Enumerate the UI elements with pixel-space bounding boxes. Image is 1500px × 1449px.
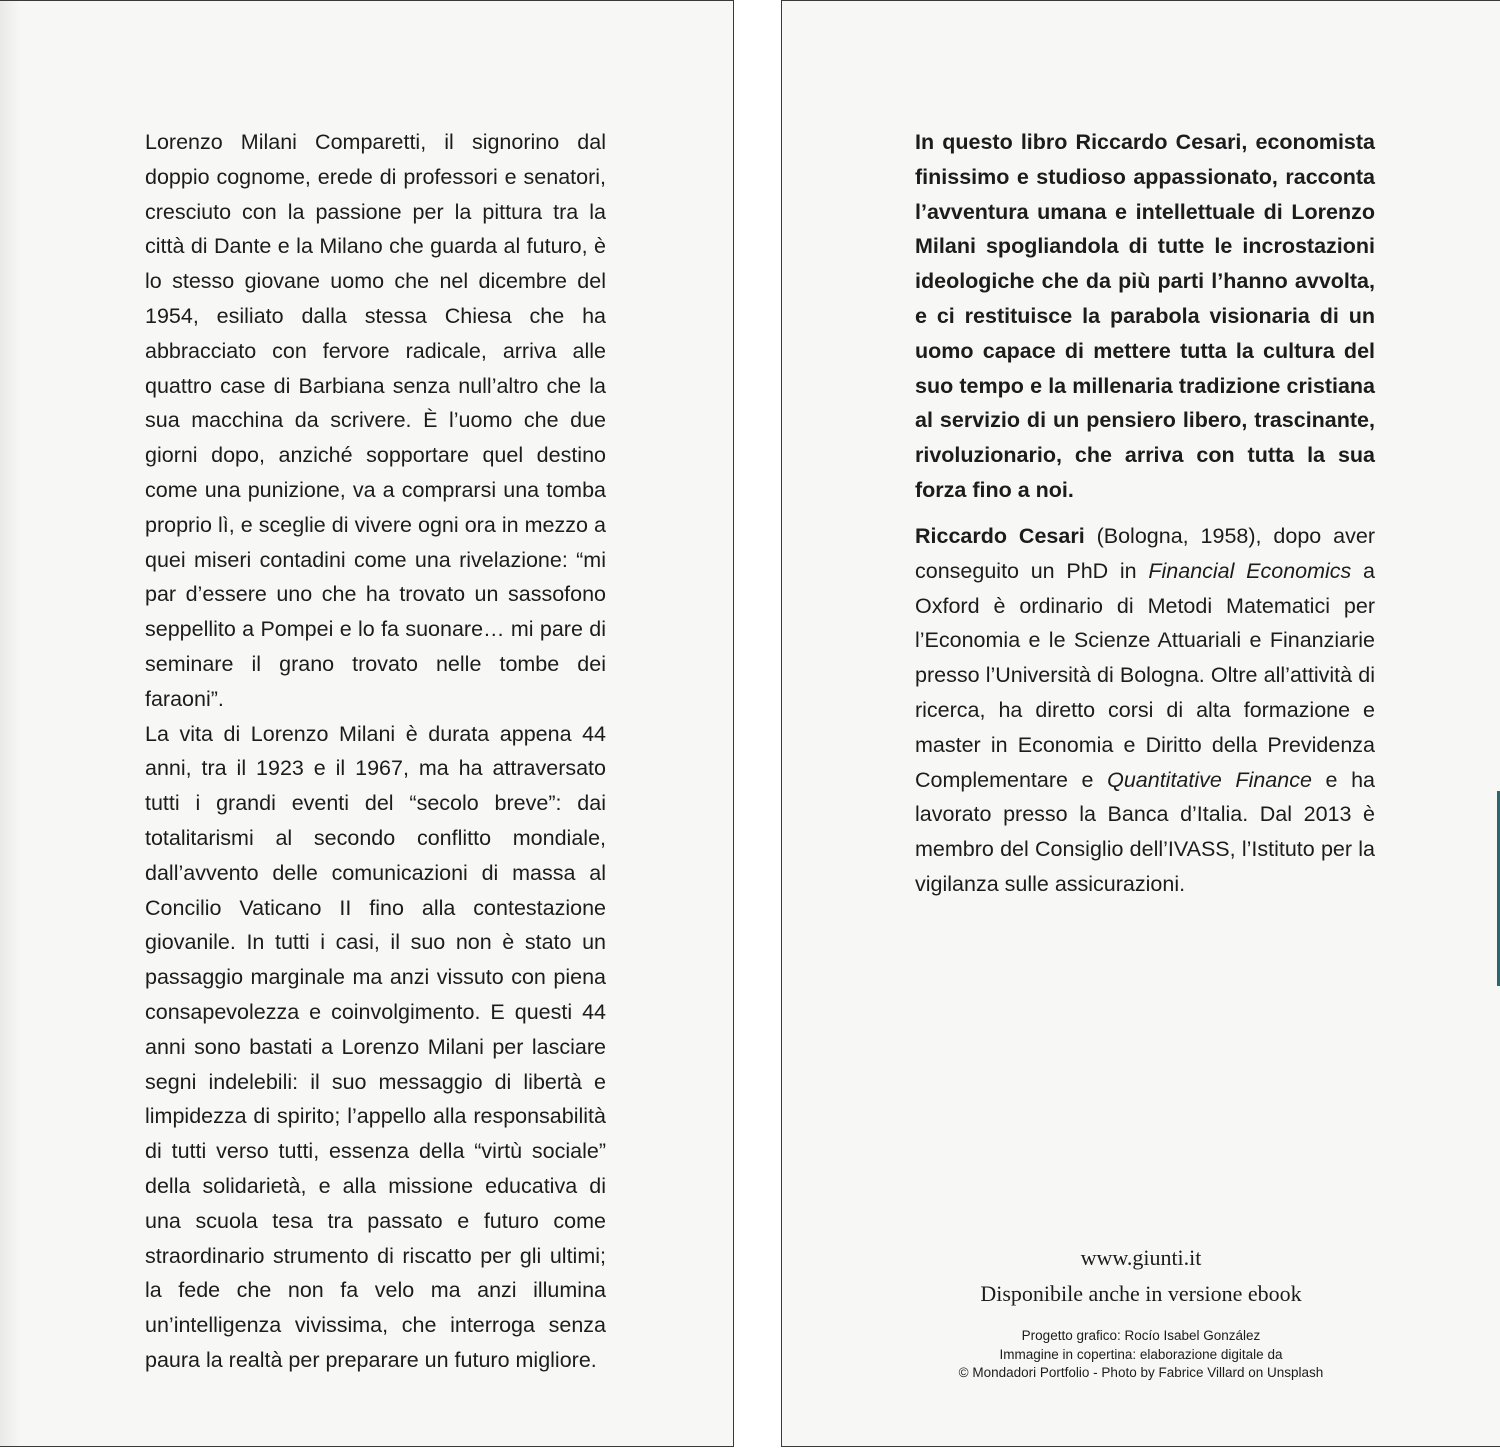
credit-line-photo: © Mondadori Portfolio - Photo by Fabrice Villard on Unsplash <box>958 1365 1324 1380</box>
bio-text-2: a Oxford è ordinario di Metodi Matematici per l’Economia e le Scienze Attuariali e Finanziarie presso l’Università di Bologna. Oltre all’attività di ricerca, ha diretto corsi di alta formazione e master in Economia e Diritto della Previdenza Complementare e <box>915 558 1375 792</box>
right-page <box>781 0 1500 1447</box>
left-page <box>0 0 734 1447</box>
credit-line-cover: Immagine in copertina: elaborazione digitale da <box>999 1346 1283 1362</box>
synopsis-paragraph-1: Lorenzo Milani Comparetti, il signorino dal doppio cognome, erede di professori e senatori, cresciuto con la passione per la pittura tra la città di Dante e la Milano che guarda al futuro, è lo stesso giovane uomo che nel dicembre del 1954, esiliato dalla stessa Chiesa che ha abbracciato con fervore radicale, arriva alle quattro case di Barbiana senza null’altro che la sua macchina da scrivere. È l’uomo che due giorni dopo, anziché sopportare quel destino come una punizione, va a comprarsi una tomba proprio lì, e sceglie di vivere ogni ora in mezzo a quei miseri contadini come una rivelazione: “mi par d’essere uno che ha trovato un sassofono seppellito a Pompei e lo fa suonare… mi pare di seminare il grano trovato nelle tombe dei faraoni”. <box>145 130 606 711</box>
bio-italic-1: Financial Economics <box>1148 558 1352 583</box>
bio-text-3: e ha lavorato presso la Banca d’Italia. Dal 2013 è membro del Consiglio dell’IVASS, l’Istituto per la vigilanza sulle assicurazioni. <box>915 767 1375 896</box>
ebook-note: Disponibile anche in versione ebook <box>980 1281 1302 1306</box>
publisher-website: www.giunti.it <box>1080 1245 1202 1270</box>
synopsis-paragraph-2: La vita di Lorenzo Milani è durata appena 44 anni, tra il 1923 e il 1967, ma ha attraversato tutti i grandi eventi del “secolo breve”: dai totalitarismi al secondo conflitto mondiale, dall’avvento delle comunicazioni di massa al Concilio Vaticano II fino alla contestazione giovanile. In tutti i casi, il suo non è stato un passaggio marginale ma anzi vissuto con piena consapevolezza e coinvolgimento. E questi 44 anni sono bastati a Lorenzo Milani per lasciare segni indelebili: il suo messaggio di libertà e limpidezza di spirito; l’appello alla responsabilità di tutti verso tutti, essenza della “virtù sociale” della solidarietà, e alla missione educativa di una scuola tesa tra passato e futuro come straordinario strumento di riscatto per gli ultimi; la fede che non fa velo ma anzi illumina un’intelligenza vivissima, che interroga senza paura la realtà per preparare un futuro migliore. <box>145 721 606 1372</box>
credit-line-design: Progetto grafico: Rocío Isabel González <box>1021 1328 1261 1343</box>
bio-italic-2: Quantitative Finance <box>1107 767 1312 792</box>
synopsis-text <box>145 125 606 1378</box>
page-edge-shade <box>0 1 20 1446</box>
author-name: Riccardo Cesari <box>915 524 1085 548</box>
credits <box>782 1327 1500 1383</box>
author-bio <box>915 519 1375 902</box>
book-blurb: In questo libro Riccardo Cesari, economista finissimo e studioso appassionato, racconta l’avventura umana e intellettuale di Lorenzo Milani spogliandola di tutte le incrostazioni ideologiche che da più parti l’hanno avvolta, e ci restituisce la parabola visionaria di un uomo capace di mettere tutta la cultura del suo tempo e la millenaria tradizione cristiana al servizio di un pensiero libero, trascinante, rivoluzionario, che arriva con tutta la sua forza fino a noi. <box>915 130 1375 502</box>
bio-text-1: (Bologna, 1958), dopo aver conseguito un PhD in <box>915 524 1376 583</box>
